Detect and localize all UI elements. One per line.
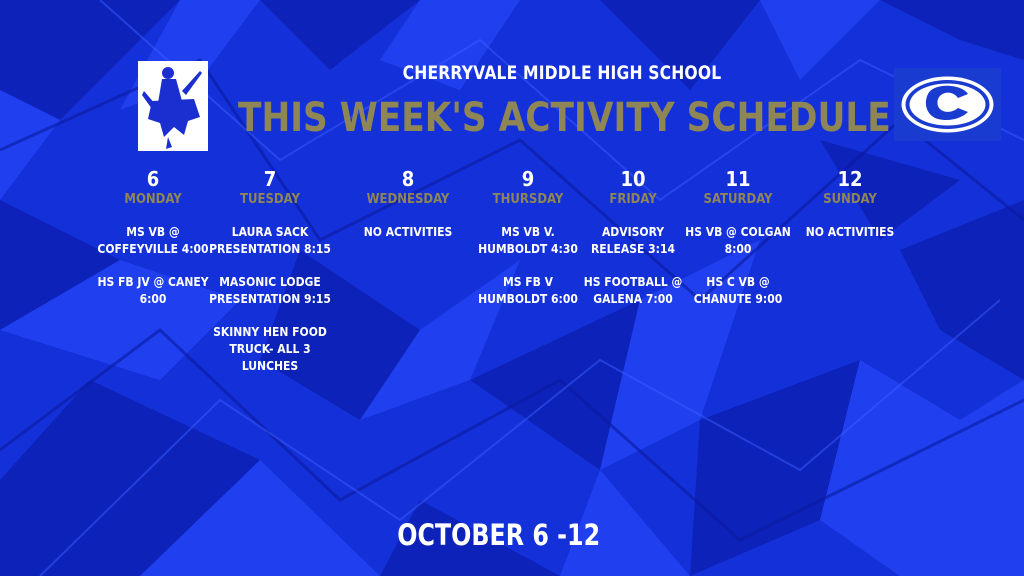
day-name: THURSDAY — [492, 192, 564, 207]
day-column — [88, 166, 218, 324]
day-number: 10 — [620, 167, 646, 191]
day-name: SATURDAY — [703, 192, 773, 207]
day-name: SUNDAY — [823, 192, 877, 207]
event-item: NO ACTIVITIES — [805, 225, 895, 239]
day-number: 11 — [725, 167, 751, 191]
event-list — [673, 224, 803, 308]
day-number: 12 — [837, 167, 863, 191]
event-item: MS VB V. HUMBOLDT 4:30 — [478, 225, 578, 256]
day-name: TUESDAY — [240, 192, 300, 207]
day-number: 6 — [146, 167, 160, 191]
day-number: 7 — [263, 167, 277, 191]
page-title: THIS WEEK'S ACTIVITY SCHEDULE — [238, 95, 891, 141]
day-column — [673, 166, 803, 324]
day-number: 9 — [521, 167, 535, 191]
date-range: OCTOBER 6 -12 — [397, 518, 601, 552]
event-list — [785, 224, 915, 241]
event-item: MS FB V HUMBOLDT 6:00 — [478, 275, 578, 306]
day-number: 8 — [401, 167, 415, 191]
event-list — [88, 224, 218, 308]
day-column — [785, 166, 915, 257]
event-item: LAURA SACK PRESENTATION 8:15 — [209, 225, 331, 256]
event-item: NO ACTIVITIES — [363, 225, 453, 239]
day-column — [205, 166, 335, 391]
day-column — [343, 166, 473, 257]
event-item: SKINNY HEN FOOD TRUCK- ALL 3 LUNCHES — [213, 325, 327, 373]
school-name: CHERRYVALE MIDDLE HIGH SCHOOL — [402, 62, 722, 84]
event-item: MASONIC LODGE PRESENTATION 9:15 — [209, 275, 331, 306]
event-list — [343, 224, 473, 241]
event-item: MS VB @ COFFEYVILLE 4:00 — [97, 225, 209, 256]
day-name: FRIDAY — [609, 192, 657, 207]
day-name: WEDNESDAY — [366, 192, 450, 207]
day-name: MONDAY — [124, 192, 182, 207]
event-list — [205, 224, 335, 375]
event-item: HS FB JV @ CANEY 6:00 — [97, 275, 209, 306]
event-item: HS C VB @ CHANUTE 9:00 — [693, 275, 783, 306]
event-item: HS FOOTBALL @ GALENA 7:00 — [583, 275, 683, 306]
letter-c-logo-icon — [894, 68, 1001, 141]
event-item: ADVISORY RELEASE 3:14 — [590, 225, 676, 256]
event-item: HS VB @ COLGAN 8:00 — [685, 225, 791, 256]
